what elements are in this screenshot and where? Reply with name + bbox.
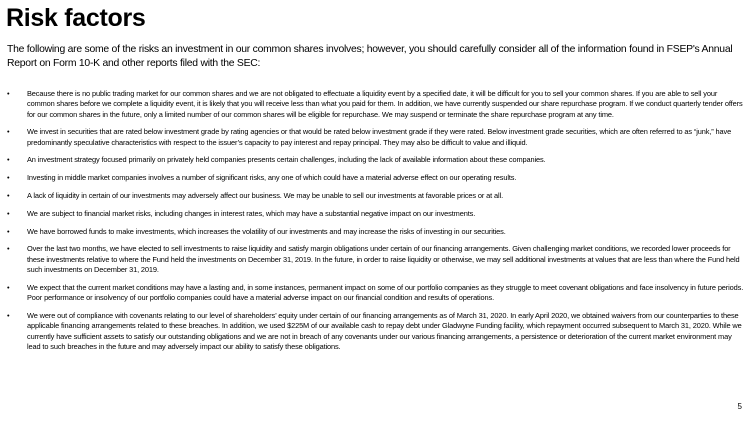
bullet-icon: • [7, 127, 10, 137]
list-item-text: Over the last two months, we have elected to sell investments to raise liquidity and satisfy margin obligations under certain of our financing arrangements. Given challenging market conditions, we recorded lower proceeds for these investments relative to where the Fund held the investments on December 31, 2019. In the future, in order to raise liquidity or otherwise, we may sell additional investments at values that are less than where the Fund held such investments on December 31, 2019. [27, 244, 740, 275]
intro-paragraph: The following are some of the risks an investment in our common shares involves; however, you should carefully consider all of the information found in FSEP's Annual Report on Form 10-K and other reports filed with the SEC: [7, 44, 733, 69]
bullet-icon: • [7, 244, 10, 254]
list-item [7, 127, 745, 148]
list-item [7, 155, 745, 165]
bullet-icon: • [7, 310, 10, 320]
list-item-text: We are subject to financial market risks, including changes in interest rates, which may have a substantial negative impact on our investments. [27, 208, 476, 218]
list-item-text: Because there is no public trading market for our common shares and we are not obligated to effectuate a liquidity event by a specified date, it will be difficult for you to sell your common shares. If you are able to sell your common shares before we complete a liquidity event, it is likely that you will receive less than what you paid for them. In addition, we have currently suspended our share repurchase program. If we conduct quarterly tender offers for our common shares in the future, only a limited number of our common shares will be eligible for repurchase. We may suspend or terminate the share repurchase program at any time. [27, 89, 743, 119]
list-item [7, 244, 745, 275]
list-item-text: We invest in securities that are rated below investment grade by rating agencies or that would be rated below investment grade if they were rated. Below investment grade securities, which are often referred to as “junk,” have predominantly speculative characteristics with respect to the issuer’s capacity to pay interest and repay principal. They may also be difficult to value and illiquid. [27, 127, 732, 147]
list-item [7, 311, 745, 352]
page-number: 5 [737, 402, 742, 411]
bullet-icon: • [7, 191, 10, 201]
bullet-icon: • [7, 173, 10, 183]
list-item-text: We expect that the current market conditions may have a lasting and, in some instances, permanent impact on some of our portfolio companies as they struggle to meet covenant obligations and face insolvency in future periods. Poor performance or insolvency of our portfolio companies could have a material adverse impact on our financial condition and results of operations. [27, 282, 744, 303]
bullet-icon: • [7, 282, 10, 292]
list-item-text: A lack of liquidity in certain of our investments may adversely affect our business. We may be unable to sell our investments at favorable prices or at all. [27, 191, 504, 201]
page-title: Risk factors [6, 4, 146, 32]
list-item [7, 89, 745, 120]
list-item [7, 209, 745, 219]
list-item [7, 227, 745, 237]
list-item-text: An investment strategy focused primarily on privately held companies presents certain challenges, including the lack of available information about these companies. [27, 155, 546, 165]
bullet-icon: • [7, 89, 10, 98]
bullet-icon: • [7, 208, 10, 218]
list-item-text: We have borrowed funds to make investments, which increases the volatility of our investments and may increase the risks of investing in our securities. [27, 226, 506, 236]
list-item-text: We were out of compliance with covenants relating to our level of shareholders’ equity under certain of our financing arrangements as of March 31, 2020. In early April 2020, we obtained waivers from our counterparties to these applicable financing arrangements related to these breaches. In addition, we used $225M of our available cash to repay debt under Gladwyne Funding facility, which repayment occurred subsequent to March 31, 2020. While we currently have sufficient assets to satisfy our outstanding obligations and we are not in breach of any covenants under our various financing arrangements, a persistence or deterioration of the current market environment may lead to such breaches in the future and may adversely impact our ability to satisfy these obligations. [27, 310, 742, 351]
bullet-icon: • [7, 226, 10, 236]
risk-list [7, 89, 745, 360]
list-item-text: Investing in middle market companies involves a number of significant risks, any one of which could have a material adverse effect on our operating results. [27, 173, 517, 183]
list-item [7, 173, 745, 183]
list-item [7, 283, 745, 304]
bullet-icon: • [7, 155, 10, 165]
list-item [7, 191, 745, 201]
